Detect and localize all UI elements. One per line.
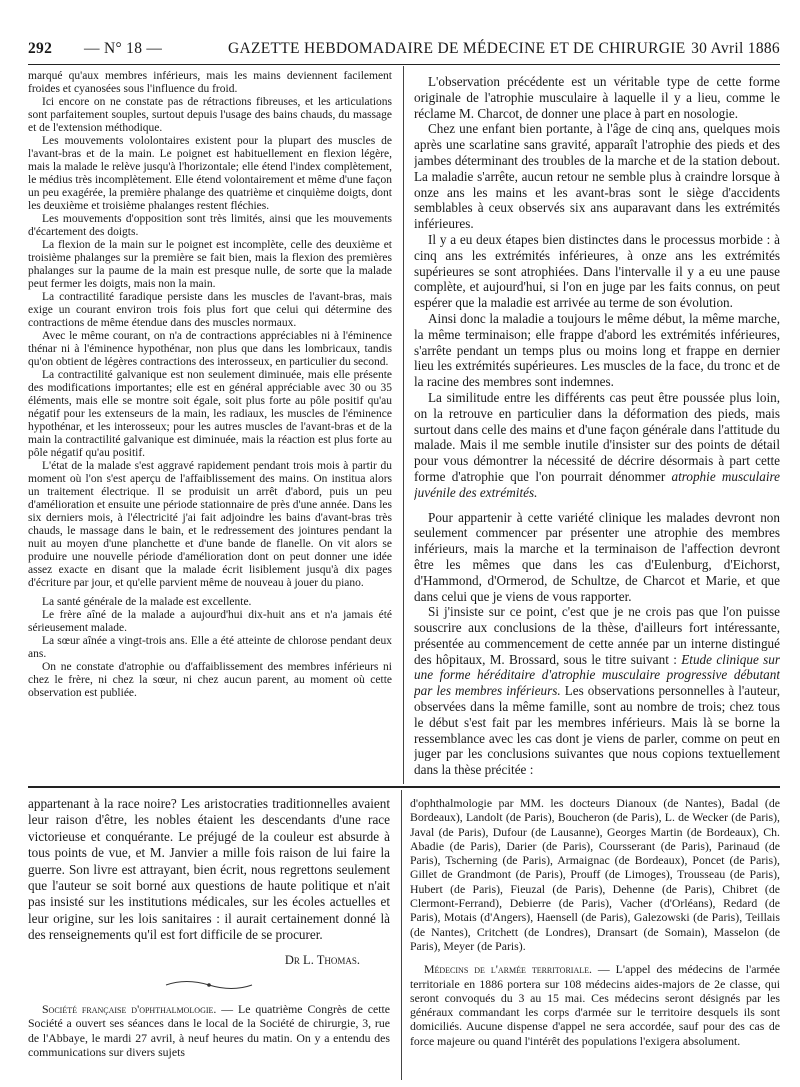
ornament-divider xyxy=(28,978,390,994)
paragraph: La sœur aînée a vingt-trois ans. Elle a été atteinte de chlorose pendant deux ans. xyxy=(28,635,392,660)
author-signature: Dr L. Thomas. xyxy=(284,952,360,967)
paragraph: Ici encore on ne constate pas de rétractions fibreuses, et les articulations sont parfaitement souples, surtout depuis l'usage des bains chauds, du massage et de l'extension méthodique. xyxy=(28,96,392,134)
paragraph-text: Les observations personnelles à l'auteur, observées dans la même famille, sont au nombre de trois; chez tous le début s'est fait par les membres inférieurs. Mais là se borne la ressemblance avec les cas dont je viens de parler, comme on peut en juger par les conclusions suivantes que nous copions textuellement dans la thèse précitée : xyxy=(414,683,780,778)
column-divider-top xyxy=(403,66,404,784)
column-left-top xyxy=(28,70,392,700)
paragraph: La contractilité faradique persiste dans les muscles de l'avant-bras, mais exige un courant environ trois fois plus fort que celui qui détermine des contractions de même étendue dans des muscles normaux. xyxy=(28,291,392,329)
paragraph: Le frère aîné de la malade a aujourd'hui dix-huit ans et n'a jamais été sérieusement malade. xyxy=(28,609,392,634)
paragraph: Avec le même courant, on n'a de contractions appréciables ni à l'éminence thénar ni à l'éminence hypothénar, non plus que dans les lombricaux, tandis qu'on obtient de légères contractions des interosseux, en particulier du second. xyxy=(28,330,392,368)
page-number: 292 xyxy=(28,40,53,57)
paragraph: d'ophthalmologie par MM. les docteurs Dianoux (de Nantes), Badal (de Bordeaux), Landolt (de Paris), Boucheron (de Paris), L. de Wecker (de Paris), Javal (de Paris), Dufour (de Lausanne), Georges Martin (de Bordeaux), Ch. Abadie (de Paris), Darier (de Paris), Coursserant (de Paris), Parinaud (de Paris), Tscherning (de Paris), Armaignac (de Bordeaux), Poncet (de Paris), Gillet de Grandmont (de Paris), Prouff (de Limoges), Trousseau (de Paris), Hubert (de Paris), Fieuzal (de Paris), Dehenne (de Paris), Chibret (de Clermont-Ferrand), Debierre (de Paris), Vacher (d'Orléans), Redard (de Paris), Motais (d'Angers), Haensell (de Paris), Galezowski (de Paris), Teillais (de Nantes), Critchett (de Londres), Dransart (de Somain), Masselon (de Paris), Meyer (de Paris). xyxy=(410,796,780,953)
column-right-bottom xyxy=(410,796,780,1048)
paragraph-text: — Le quatrième Congrès de cette Société a ouvert ses séances dans le local de la Société de chirurgie, 3, rue de l'Abbaye, le mardi 27 avril, à neuf heures du matin. On y a entendu des communications sur divers sujets xyxy=(28,1002,390,1059)
column-divider-bottom xyxy=(401,790,402,1080)
paragraph: Ainsi donc la maladie a toujours le même début, la même marche, la même terminaison; elle frappe d'abord les extrémités inférieures, s'arrête pendant un temps plus ou moins long et frappe en dernier lieu les extrémités supérieures. Les muscles de la face, du tronc et de la racine des membres sont indemnes. xyxy=(414,310,780,390)
section-title: Société française d'ophthalmologie. xyxy=(42,1002,217,1017)
paragraph: Les mouvements d'opposition sont très limités, ainsi que les mouvements d'écartement des doigts. xyxy=(28,213,392,238)
paragraph: Pour appartenir à cette variété clinique les malades devront non seulement commencer par présenter une atrophie des membres inférieurs, mais la marche et la terminaison de l'affection devront être les mêmes que dans les cas d'Eulenburg, d'Eichorst, d'Hammond, d'Ormerod, de Schultze, de Charcot et Marie, et que dans celui que je viens de vous rapporter. xyxy=(414,509,780,604)
review-conclusion: appartenant à la race noire? Les aristocraties traditionnelles avaient leur raison d'être, les nobles étaient les descendants d'une race victorieuse et conquérante. Le préjugé de la couleur est absurde à tous points de vue, et M. Janvier a mille fois raison de lui faire la guerre. Son livre est attrayant, bien écrit, nous regrettons seulement que l'auteur se soit borné aux questions de haute politique et n'ait pas insisté sur les institutions médicales, sur les écoles actuelles et leur origine, sur les lois sanitaires : il aurait certainement donné là des renseignements qu'il est fort difficile de se procurer. xyxy=(28,796,390,943)
paragraph-text: — L'appel des médecins de l'armée territoriale en 1886 portera sur 108 médecins aides-majors de 2e classe, qui seront convoqués du 3 au 15 mai. Ces médecins seront désignés par les généraux commandant les corps d'armée sur le territoire desquels ils sont domiciliés. Aucune dispense d'appel ne sera accordée, sauf pour des cas de force majeure ou quand l'intérêt des populations l'exigera absolument. xyxy=(410,962,780,1048)
paragraph: La contractilité galvanique est non seulement diminuée, mais elle présente des modifications importantes; elle est en général appréciable avec 30 ou 35 éléments, mais elle se montre soit égale, soit plus forte au pôle positif qu'au négatif pour les extenseurs de la main, les radiaux, les muscles de l'éminence hypothénar, et les interosseux; pour les autres muscles de l'avant-bras et de la main la contractilité galvanique est diminuée, mais la réaction est plus forte au pôle négatif qu'au positif. xyxy=(28,369,392,459)
paragraph xyxy=(28,1002,390,1059)
section-rule xyxy=(28,786,780,788)
paragraph: La santé générale de la malade est excellente. xyxy=(42,596,252,608)
paragraph: L'observation précédente est un véritable type de cette forme originale de l'atrophie musculaire à laquelle il y a lieu, comme le réclame M. Charcot, de donner une place à part en nosologie. xyxy=(414,74,780,121)
paragraph xyxy=(414,604,780,778)
issue-number: — N° 18 — xyxy=(84,40,163,57)
paragraph xyxy=(410,962,780,1048)
section-title: Médecins de l'armée territoriale. xyxy=(424,962,592,977)
running-header xyxy=(28,40,780,62)
paragraph: L'état de la malade s'est aggravé rapidement pendant trois mois à partir du moment où l'on s'est aperçu de l'affaiblissement des mains. On institua alors un traitement électrique. Il se produisit un arrêt d'abord, puis un peu d'amélioration et ensuite une période stationnaire de près d'une année. Dans les six derniers mois, à l'électricité j'ai fait adjoindre les bains d'avant-bras très chauds, le massage dans le bain, et le redressement des jointures pendant la nuit au moyen d'une planchette et d'une bande de flanelle. On vit alors se produire une nouvelle période d'amélioration dont on peut donner une idée assez exacte en disant que la malade écrit lisiblement jusqu'à dix pages d'écriture par jour, et qu'elle parvient même de nouveau à jouer du piano. xyxy=(28,460,392,589)
column-right-top xyxy=(414,74,780,778)
paragraph: Il y a eu deux étapes bien distinctes dans le processus morbide : à cinq ans les extrémités inférieures, à onze ans les extrémités supérieures se sont atrophiées. Dans l'intervalle il y a eu une pause complète, et aujourd'hui, si l'on en juge par les faits connus, on peut espérer que la maladie est arrivée au terme de son évolution. xyxy=(414,231,780,311)
journal-title: GAZETTE HEBDOMADAIRE DE MÉDECINE ET DE CHIRURGIE xyxy=(228,40,686,57)
header-rule xyxy=(28,64,780,65)
paragraph: marqué qu'aux membres inférieurs, mais les mains deviennent facilement froides et cyanosées sous l'influence du froid. xyxy=(28,70,392,95)
paragraph: La flexion de la main sur le poignet est incomplète, celle des deuxième et troisième phalanges sur la première se fait bien, mais la flexion des premières phalanges sur la paume de la main est presque nulle, de sorte que la malade peut fermer les doigts, mais non la main. xyxy=(28,239,392,290)
paragraph: Chez une enfant bien portante, à l'âge de cinq ans, quelques mois après une scarlatine sans gravité, apparaît l'atrophie des pieds et des jambes déterminant des troubles de la marche et de la station debout. La maladie s'arrête, aucun retour ne semble plus à craindre lorsque à onze ans les mains et les avant-bras sont le siège d'accidents semblables à ceux observés six ans auparavant dans les extrémités inférieures. xyxy=(414,121,780,232)
paragraph: Les mouvements vololontaires existent pour la plupart des muscles de l'avant-bras et de la main. Le poignet est habituellement en flexion légère, mais la malade le relève jusqu'à l'horizontale; elle étend l'index complètement, le médius très incomplètement. Elle étend volontairement et même d'une façon un peu exagérée, la première phalange des quatrième et cinquième doigts, dont les deuxième et troisième phalanges restent fléchies. xyxy=(28,135,392,212)
issue-date: 30 Avril 1886 xyxy=(691,40,780,57)
paragraph-text: Si j'insiste sur ce point, c'est que je ne crois pas que l'on puisse souscrire aux conclusions de la thèse, d'ailleurs fort intéressante, présentée au commencement de cette année par un interne distingué des hôpitaux, M. Brossard, sous le titre suivant : xyxy=(414,604,780,667)
emphasized-term: atrophie musculaire juvénile des extrémités. xyxy=(414,468,780,500)
paragraph: On ne constate d'atrophie ou d'affaiblissement des membres inférieurs ni chez le frère, ni chez la sœur, ni chez aucun parent, au moment où cette observation est publiée. xyxy=(28,661,392,699)
paragraph-text: La similitude entre les différents cas peut être poussée plus loin, on la retrouve en particulier dans la déformation des pieds, mais surtout dans celle des mains et d'une façon générale dans l'attitude du malade. Mais il me semble inutile d'insister sur des points de détail pour vous démontrer la nécessité de décrire désormais à part cette forme d'atrophie que l'on pourrait dénommer xyxy=(414,389,780,484)
thesis-title: Etude clinique sur une forme héréditaire d'atrophie musculaire progressive débutant par les membres inférieurs. xyxy=(414,651,780,699)
column-left-bottom xyxy=(28,796,390,1059)
paragraph xyxy=(414,390,780,501)
